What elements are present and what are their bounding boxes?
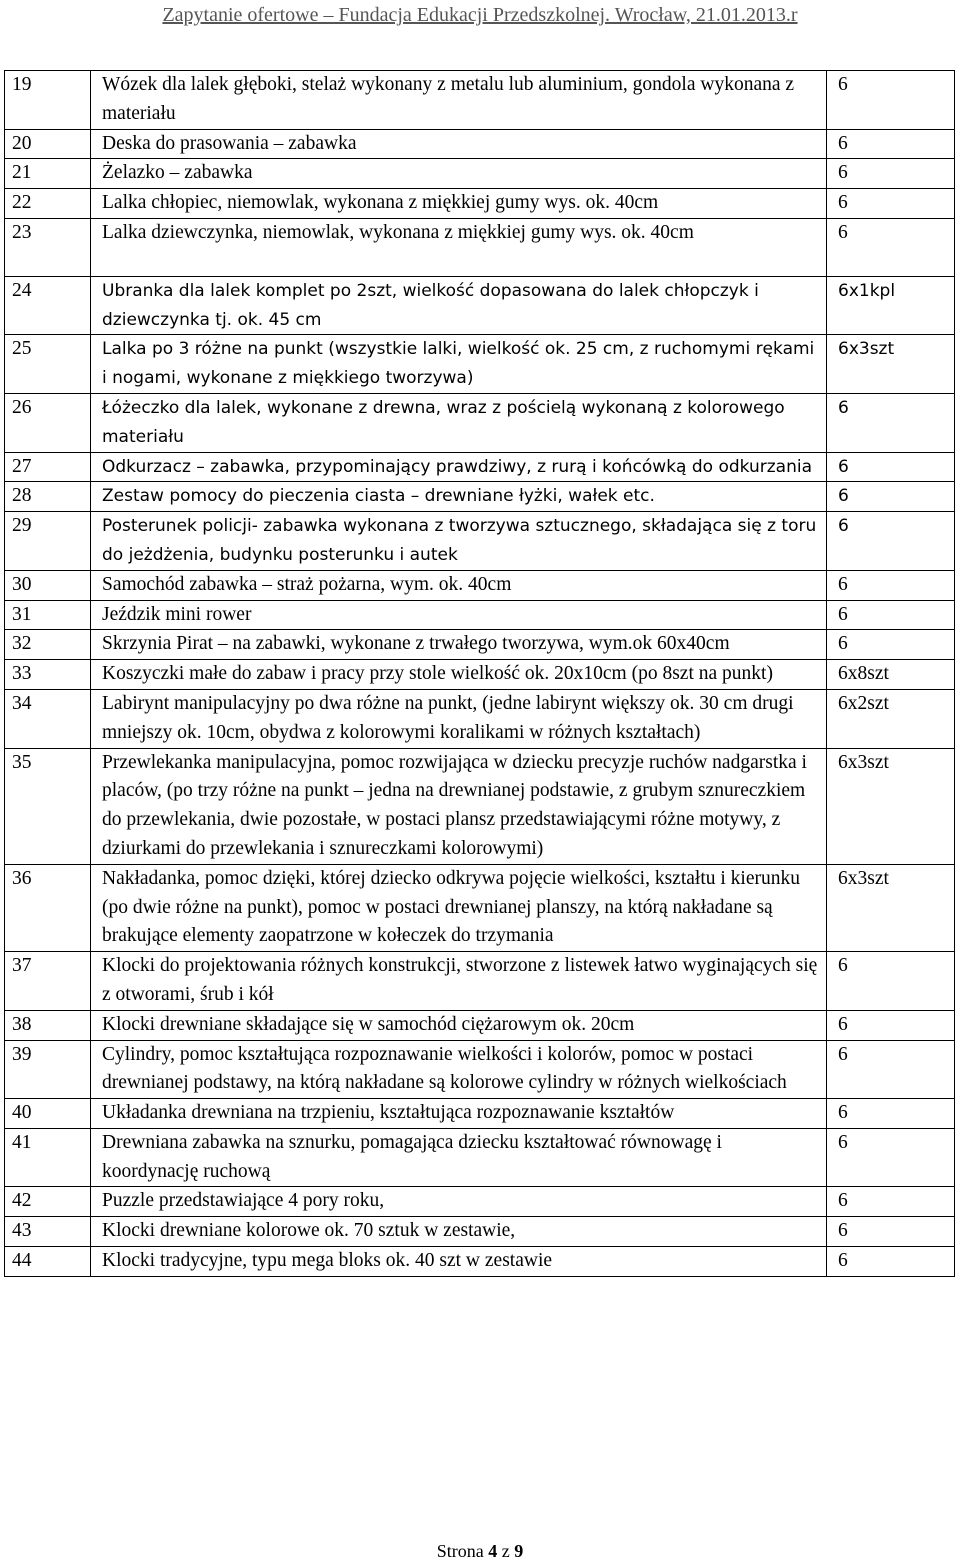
item-quantity: 6: [827, 452, 955, 482]
table-row: [5, 660, 955, 690]
table-row: [5, 276, 955, 335]
item-number: 22: [5, 189, 91, 219]
table-row: [5, 1040, 955, 1099]
item-quantity: 6: [827, 1040, 955, 1099]
item-description: Przewlekanka manipulacyjna, pomoc rozwijająca w dziecku precyzje ruchów nadgarstka i placów, (po trzy różne na punkt – jedna na drewnianej podstawie, z grubym sznureczkiem do przewlekania, dwie pozostałe, w postaci plansz przedstawiającymi różne motywy, z dziurkami do przewlekania i sznureczkami kolorowymi): [91, 748, 827, 864]
page-of: z: [501, 1541, 510, 1561]
item-number: 25: [5, 335, 91, 394]
item-quantity: 6: [827, 393, 955, 452]
item-quantity: 6: [827, 1247, 955, 1277]
item-number: 32: [5, 630, 91, 660]
items-table-body: [5, 71, 955, 1277]
item-quantity: 6: [827, 1217, 955, 1247]
item-number: 41: [5, 1128, 91, 1187]
item-number: 36: [5, 864, 91, 951]
table-row: [5, 71, 955, 130]
item-quantity: 6: [827, 159, 955, 189]
table-row: [5, 393, 955, 452]
table-row: [5, 1187, 955, 1217]
item-description: Koszyczki małe do zabaw i pracy przy stole wielkość ok. 20x10cm (po 8szt na punkt): [91, 660, 827, 690]
item-description: Klocki drewniane kolorowe ok. 70 sztuk w zestawie,: [91, 1217, 827, 1247]
item-quantity: 6: [827, 129, 955, 159]
item-quantity: 6: [827, 1010, 955, 1040]
item-description: Lalka chłopiec, niemowlak, wykonana z miękkiej gumy wys. ok. 40cm: [91, 189, 827, 219]
item-number: 28: [5, 482, 91, 512]
item-description: Jeździk mini rower: [91, 600, 827, 630]
item-description: Wózek dla lalek głęboki, stelaż wykonany z metalu lub aluminium, gondola wykonana z materiału: [91, 71, 827, 130]
table-row: [5, 1217, 955, 1247]
table-row: [5, 1247, 955, 1277]
table-row: [5, 512, 955, 571]
item-number: 27: [5, 452, 91, 482]
item-quantity: 6: [827, 570, 955, 600]
table-row: [5, 952, 955, 1011]
item-number: 35: [5, 748, 91, 864]
item-quantity: 6x3szt: [827, 748, 955, 864]
item-quantity: 6x2szt: [827, 689, 955, 748]
item-description: Klocki do projektowania różnych konstrukcji, stworzone z listewek łatwo wyginających się z otworami, śrub i kół: [91, 952, 827, 1011]
item-description: Klocki tradycyjne, typu mega bloks ok. 40 szt w zestawie: [91, 1247, 827, 1277]
item-number: 42: [5, 1187, 91, 1217]
item-number: 23: [5, 218, 91, 276]
items-table: [4, 70, 955, 1277]
item-quantity: 6x3szt: [827, 864, 955, 951]
table-row: [5, 482, 955, 512]
item-description: Klocki drewniane składające się w samochód ciężarowym ok. 20cm: [91, 1010, 827, 1040]
item-number: 39: [5, 1040, 91, 1099]
item-quantity: 6: [827, 218, 955, 276]
item-number: 21: [5, 159, 91, 189]
item-quantity: 6: [827, 512, 955, 571]
table-row: [5, 864, 955, 951]
table-row: [5, 689, 955, 748]
item-description: Zestaw pomocy do pieczenia ciasta – drewniane łyżki, wałek etc.: [91, 482, 827, 512]
item-description: Deska do prasowania – zabawka: [91, 129, 827, 159]
item-quantity: 6: [827, 71, 955, 130]
item-quantity: 6: [827, 482, 955, 512]
item-description: Nakładanka, pomoc dzięki, której dziecko odkrywa pojęcie wielkości, kształtu i kierunku (po dwie różne na punkt), pomoc w postaci drewnianej planszy, na którą nakładane są brakujące elementy zaopatrzone w kołeczek do trzymania: [91, 864, 827, 951]
item-number: 19: [5, 71, 91, 130]
item-quantity: 6x3szt: [827, 335, 955, 394]
item-number: 26: [5, 393, 91, 452]
item-quantity: 6x1kpl: [827, 276, 955, 335]
page-current: 4: [488, 1541, 498, 1561]
item-number: 24: [5, 276, 91, 335]
item-description: Lalka dziewczynka, niemowlak, wykonana z miękkiej gumy wys. ok. 40cm: [91, 218, 827, 276]
item-number: 33: [5, 660, 91, 690]
item-quantity: 6: [827, 189, 955, 219]
item-number: 40: [5, 1099, 91, 1129]
item-description: Samochód zabawka – straż pożarna, wym. ok. 40cm: [91, 570, 827, 600]
table-row: [5, 129, 955, 159]
item-number: 34: [5, 689, 91, 748]
item-description: Lalka po 3 różne na punkt (wszystkie lalki, wielkość ok. 25 cm, z ruchomymi rękami i nogami, wykonane z miękkiego tworzywa): [91, 335, 827, 394]
item-description: Ubranka dla lalek komplet po 2szt, wielkość dopasowana do lalek chłopczyk i dziewczynka tj. ok. 45 cm: [91, 276, 827, 335]
table-row: [5, 630, 955, 660]
page-label: Strona: [436, 1541, 484, 1561]
item-description: Puzzle przedstawiające 4 pory roku,: [91, 1187, 827, 1217]
item-number: 29: [5, 512, 91, 571]
table-row: [5, 570, 955, 600]
item-quantity: 6: [827, 600, 955, 630]
item-description: Skrzynia Pirat – na zabawki, wykonane z trwałego tworzywa, wym.ok 60x40cm: [91, 630, 827, 660]
item-description: Drewniana zabawka na sznurku, pomagająca dziecku kształtować równowagę i koordynację ruchową: [91, 1128, 827, 1187]
table-row: [5, 1099, 955, 1129]
table-row: [5, 335, 955, 394]
page-header: Zapytanie ofertowe – Fundacja Edukacji Przedszkolnej. Wrocław, 21.01.2013.r: [162, 4, 798, 26]
page-total: 9: [514, 1541, 524, 1561]
item-description: Cylindry, pomoc kształtująca rozpoznawanie wielkości i kolorów, pomoc w postaci drewnianej podstawy, na którą nakładane są kolorowe cylindry w różnych wielkościach: [91, 1040, 827, 1099]
item-description: Żelazko – zabawka: [91, 159, 827, 189]
item-number: 38: [5, 1010, 91, 1040]
item-number: 20: [5, 129, 91, 159]
item-number: 44: [5, 1247, 91, 1277]
table-row: [5, 452, 955, 482]
table-row: [5, 218, 955, 276]
item-number: 37: [5, 952, 91, 1011]
item-number: 43: [5, 1217, 91, 1247]
item-quantity: 6: [827, 1099, 955, 1129]
item-description: Posterunek policji- zabawka wykonana z tworzywa sztucznego, składająca się z toru do jeżdżenia, budynku posterunku i autek: [91, 512, 827, 571]
row-gap: [102, 248, 822, 276]
item-quantity: 6: [827, 630, 955, 660]
item-quantity: 6: [827, 952, 955, 1011]
item-description: Labirynt manipulacyjny po dwa różne na punkt, (jedne labirynt większy ok. 30 cm drugi mniejszy ok. 10cm, obydwa z kolorowymi koralikami w różnych kształtach): [91, 689, 827, 748]
item-number: 30: [5, 570, 91, 600]
item-description: Łóżeczko dla lalek, wykonane z drewna, wraz z pościelą wykonaną z kolorowego materiału: [91, 393, 827, 452]
item-description: Odkurzacz – zabawka, przypominający prawdziwy, z rurą i końcówką do odkurzania: [91, 452, 827, 482]
item-quantity: 6: [827, 1187, 955, 1217]
table-row: [5, 748, 955, 864]
table-row: [5, 189, 955, 219]
item-number: 31: [5, 600, 91, 630]
table-row: [5, 159, 955, 189]
item-description: Układanka drewniana na trzpieniu, kształtująca rozpoznawanie kształtów: [91, 1099, 827, 1129]
table-row: [5, 1128, 955, 1187]
item-quantity: 6x8szt: [827, 660, 955, 690]
item-quantity: 6: [827, 1128, 955, 1187]
table-row: [5, 600, 955, 630]
table-row: [5, 1010, 955, 1040]
